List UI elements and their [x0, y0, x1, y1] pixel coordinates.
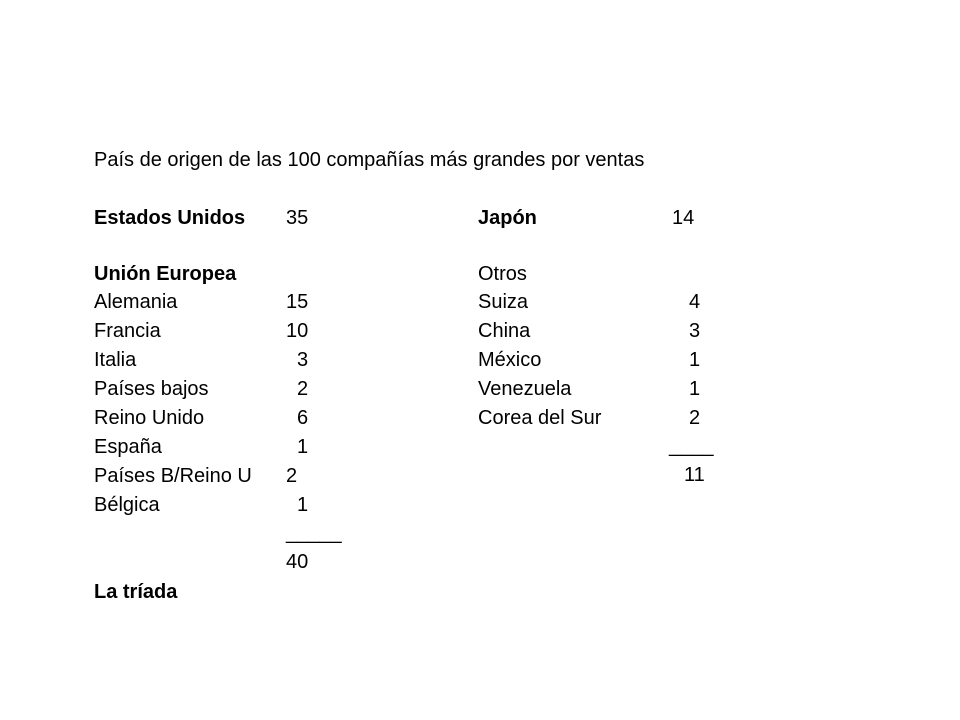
- others-country: México: [478, 349, 542, 371]
- others-value: 4: [689, 291, 701, 313]
- eu-country: Bélgica: [94, 494, 160, 516]
- us-value: 35: [286, 207, 309, 229]
- japan-label: Japón: [478, 207, 537, 229]
- eu-value: 2: [297, 378, 309, 400]
- eu-value: 6: [297, 407, 309, 429]
- us-label: Estados Unidos: [94, 207, 246, 229]
- others-country: Venezuela: [478, 378, 572, 400]
- others-country: China: [478, 320, 531, 342]
- others-total: 11: [684, 464, 705, 486]
- page-title: País de origen de las 100 compañías más grandes por ventas: [94, 149, 645, 171]
- eu-value: 10: [286, 320, 309, 342]
- eu-country: Países bajos: [94, 378, 209, 400]
- eu-value: 2: [286, 465, 298, 487]
- others-country: Corea del Sur: [478, 407, 602, 429]
- others-country: Suiza: [478, 291, 529, 313]
- eu-value: 15: [286, 291, 309, 313]
- others-value: 1: [689, 349, 701, 371]
- japan-value: 14: [672, 207, 695, 229]
- triad-label: La tríada: [94, 581, 178, 603]
- eu-country: España: [94, 436, 162, 458]
- eu-total-rule: _____: [286, 522, 342, 544]
- eu-country: Alemania: [94, 291, 178, 313]
- eu-value: 1: [297, 494, 309, 516]
- eu-value: 3: [297, 349, 309, 371]
- eu-total: 40: [286, 551, 309, 573]
- eu-country: Países B/Reino U: [94, 465, 252, 487]
- eu-country: Reino Unido: [94, 407, 205, 429]
- eu-heading: Unión Europea: [94, 263, 237, 285]
- eu-value: 1: [297, 436, 309, 458]
- others-value: 2: [689, 407, 701, 429]
- eu-country: Francia: [94, 320, 161, 342]
- others-value: 1: [689, 378, 701, 400]
- others-heading: Otros: [478, 263, 527, 285]
- eu-country: Italia: [94, 349, 137, 371]
- others-total-rule: ____: [669, 435, 714, 457]
- others-value: 3: [689, 320, 701, 342]
